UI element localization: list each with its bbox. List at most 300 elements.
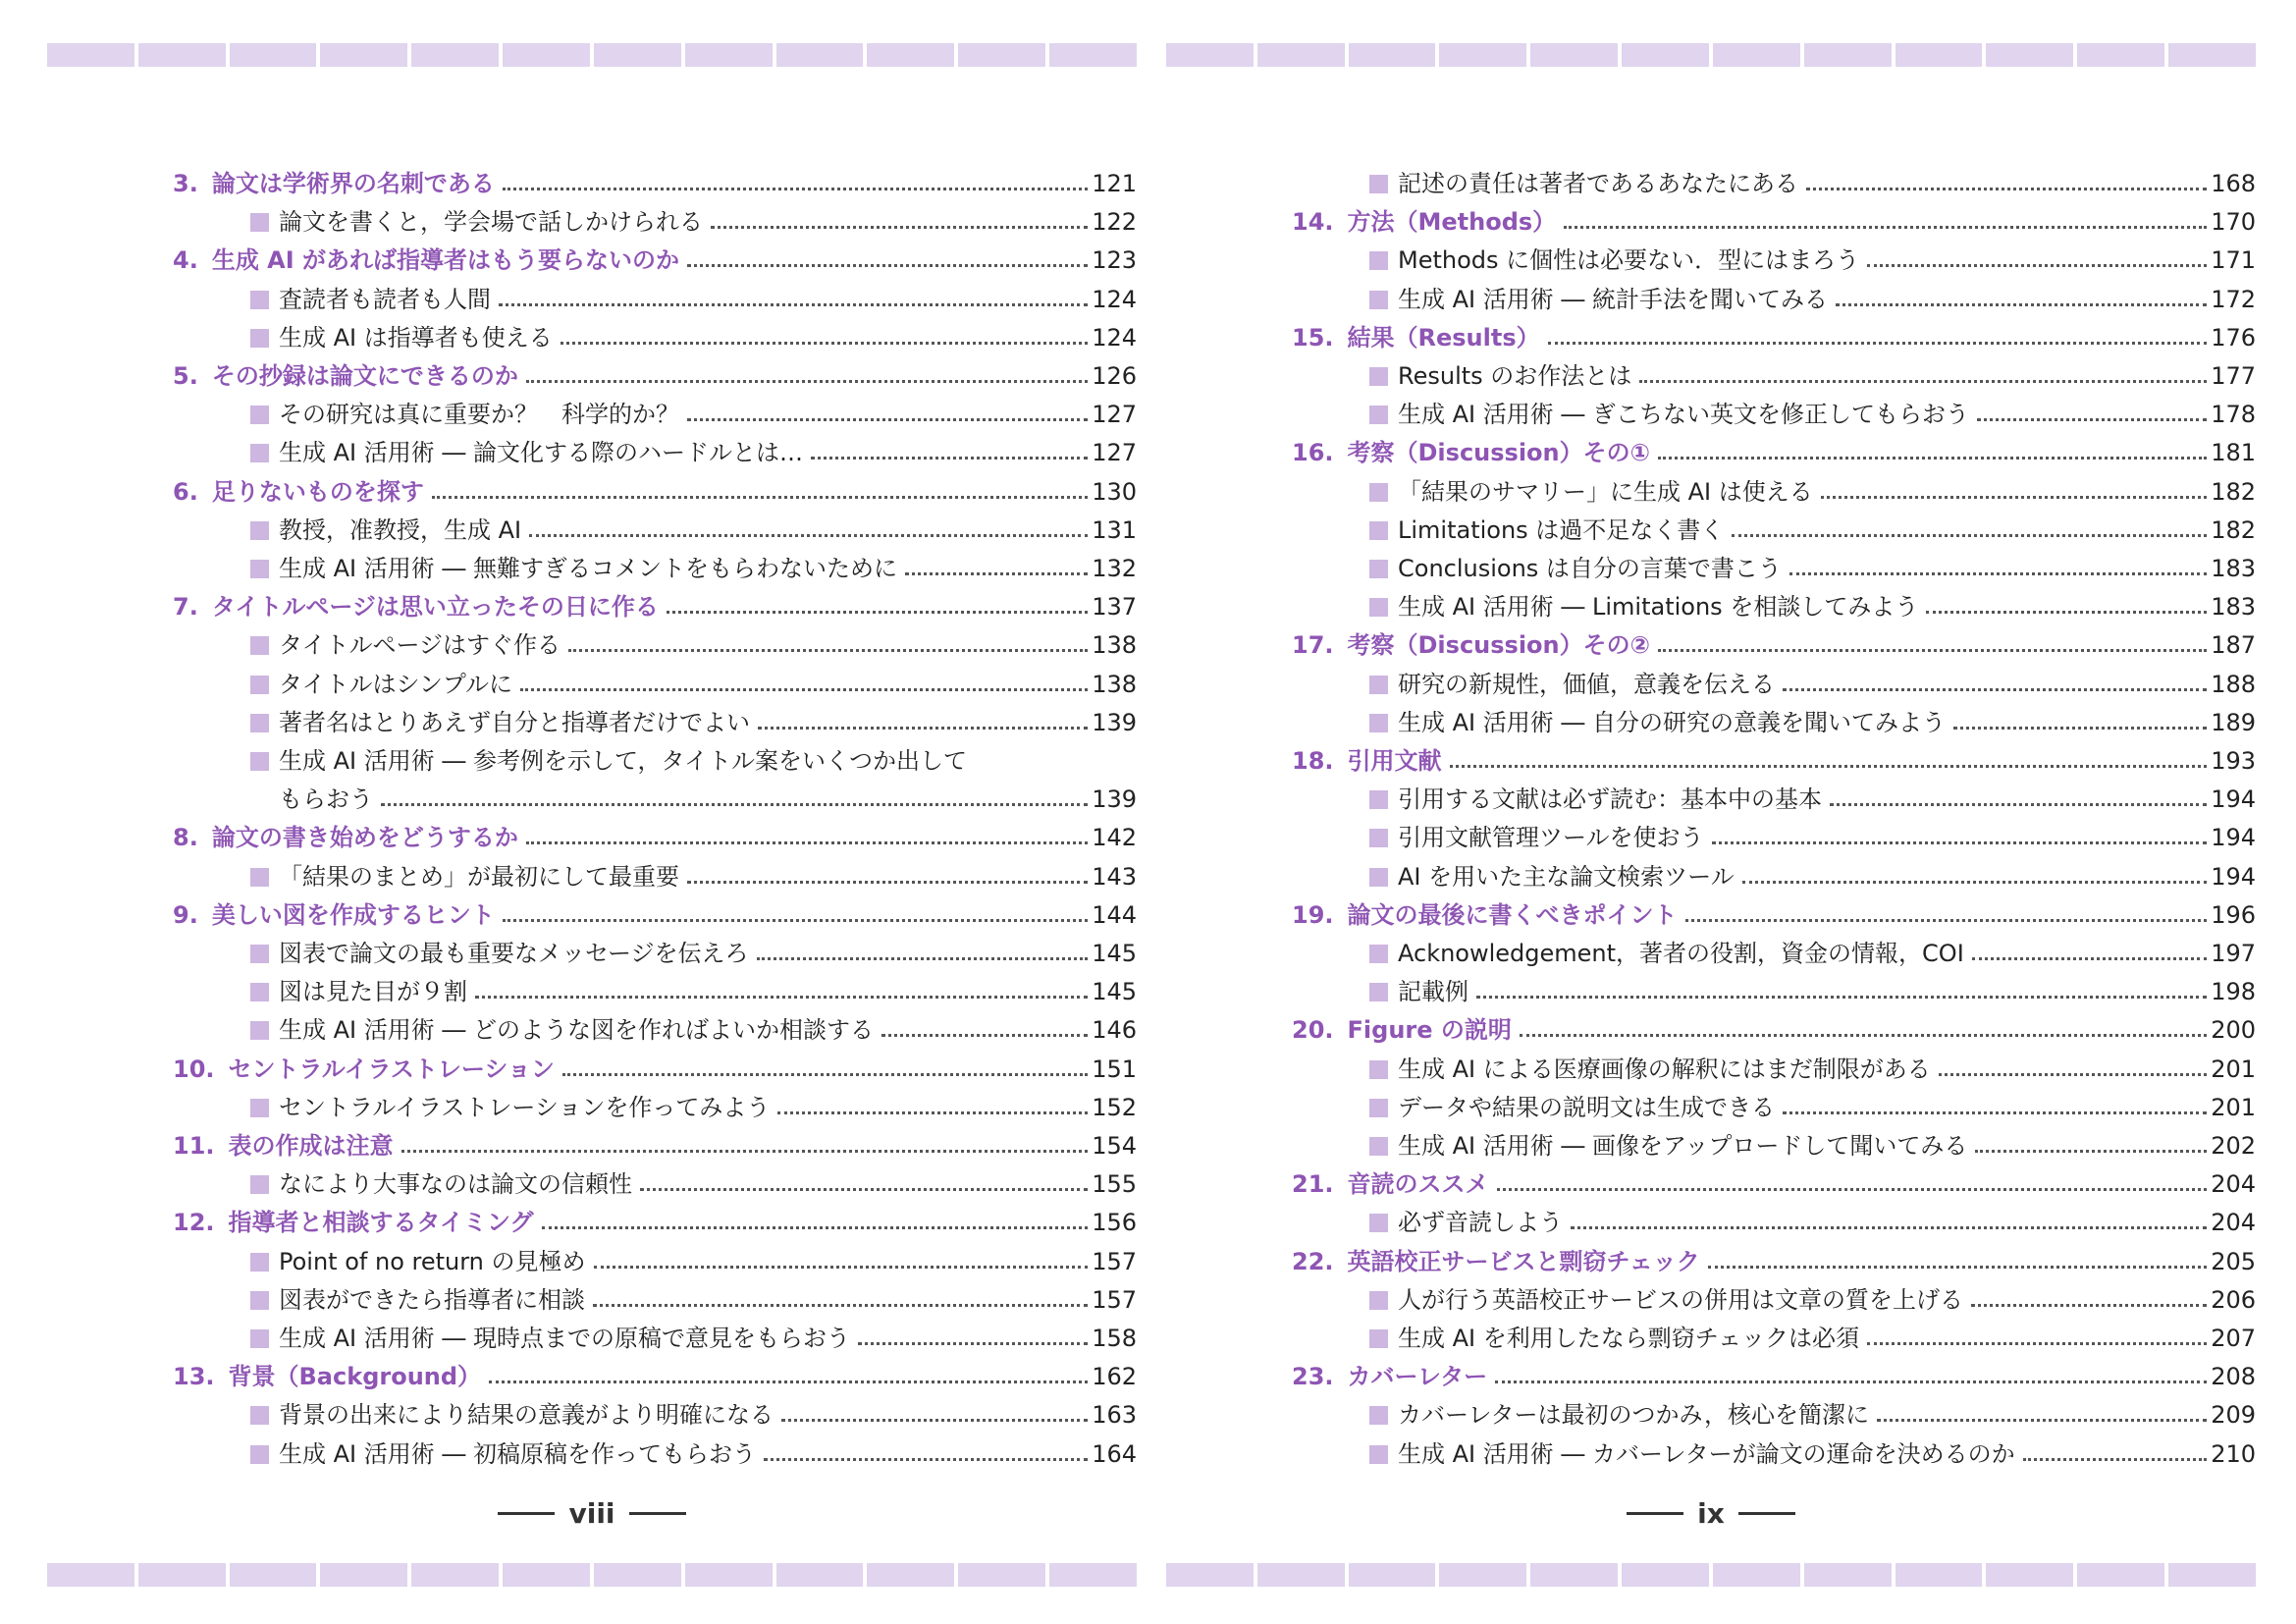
toc-section-entry[interactable] <box>47 550 1137 588</box>
page-number: 197 <box>2211 940 2256 967</box>
page-number: 210 <box>2211 1439 2256 1468</box>
dot-leader <box>1712 839 2208 844</box>
entry-title: 生成 AI 活用術 ― どのような図を作ればよいか相談する <box>279 1016 875 1045</box>
page-number: 204 <box>2211 1170 2256 1199</box>
dot-leader <box>667 609 1088 614</box>
dot-leader <box>1867 1340 2207 1345</box>
entry-title: 引用文献管理ツールを使おう <box>1398 824 1704 852</box>
square-bullet-icon <box>250 868 269 887</box>
entry-title: Acknowledgement，著者の役割，資金の情報，COI <box>1398 940 1964 967</box>
right-page <box>1166 0 2266 1624</box>
entry-title: Conclusions は自分の言葉で書こう <box>1398 555 1782 582</box>
entry-title: 生成 AI 活用術 ― カバーレターが論文の運命を決めるのか <box>1398 1439 2015 1468</box>
chapter-number: 13. <box>173 1363 215 1391</box>
square-bullet-icon <box>250 1329 269 1348</box>
square-bullet-icon <box>1369 1099 1388 1117</box>
square-bullet-icon <box>250 291 269 309</box>
entry-title: 音読のススメ <box>1347 1170 1489 1199</box>
toc-section-entry[interactable] <box>1166 1089 2256 1127</box>
toc-section-entry[interactable] <box>1166 1281 2256 1320</box>
entry-title: 論文の書き始めをどうするか <box>211 824 518 852</box>
chapter-number: 17. <box>1292 631 1334 660</box>
square-bullet-icon <box>1369 560 1388 578</box>
entry-title: セントラルイラストレーションを作ってみよう <box>279 1093 771 1121</box>
toc-section-entry[interactable] <box>1166 242 2256 280</box>
dot-leader <box>1783 686 2207 691</box>
dot-leader <box>858 1340 1088 1345</box>
dot-leader <box>781 1417 1088 1422</box>
chapter-number: 18. <box>1292 747 1334 775</box>
entry-title: カバーレターは最初のつかみ，核心を簡潔に <box>1398 1401 1869 1430</box>
dot-leader <box>1658 455 2207 460</box>
dot-leader <box>905 570 1088 575</box>
dot-leader <box>1821 494 2207 499</box>
entry-title: 生成 AI 活用術 ― 参考例を示して，タイトル案をいくつか出して <box>279 747 968 775</box>
dot-leader <box>1972 955 2207 960</box>
toc-section-entry[interactable] <box>1166 165 2256 203</box>
toc-section-entry[interactable] <box>1166 357 2256 396</box>
page-number: 198 <box>2211 978 2256 1006</box>
chapter-number: 14. <box>1292 208 1334 237</box>
entry-title: 「結果のサマリー」に生成 AI は使える <box>1398 477 1813 506</box>
dot-leader <box>1953 725 2207 730</box>
dot-leader <box>1742 879 2208 884</box>
dot-leader <box>503 917 1088 922</box>
page-number: 209 <box>2211 1401 2256 1430</box>
entry-title: 生成 AI があれば指導者はもう要らないのか <box>211 246 680 275</box>
square-bullet-icon <box>1369 598 1388 617</box>
entry-title: 引用文献 <box>1347 747 1442 775</box>
chapter-number: 22. <box>1292 1247 1334 1275</box>
entry-title: 必ず音読しよう <box>1398 1209 1563 1237</box>
dot-leader <box>1867 262 2207 267</box>
toc-section-entry[interactable] <box>1166 973 2256 1011</box>
square-bullet-icon <box>250 521 269 540</box>
entry-title: Limitations は過不足なく書く <box>1398 515 1725 544</box>
toc-section-entry[interactable] <box>47 626 1137 665</box>
toc-section-entry[interactable] <box>1166 281 2256 319</box>
entry-title: 英語校正サービスと剽窃チェック <box>1347 1247 1700 1275</box>
entry-title: 生成 AI 活用術 ― 自分の研究の意義を聞いてみよう <box>1398 708 1947 736</box>
page-number: 121 <box>1092 170 1137 197</box>
folio-number: ix <box>1697 1497 1725 1530</box>
page-number: 183 <box>2211 593 2256 622</box>
toc-chapter-entry[interactable] <box>1166 1243 2256 1281</box>
page-number: 124 <box>1092 323 1137 352</box>
chapter-number: 7. <box>173 593 198 622</box>
page-number: 156 <box>1092 1209 1137 1237</box>
square-bullet-icon <box>250 714 269 732</box>
dot-leader <box>758 725 1088 730</box>
toc-section-entry[interactable] <box>1166 396 2256 434</box>
page-number: 139 <box>1092 785 1137 814</box>
entry-title: 人が行う英語校正サービスの併用は文章の質を上げる <box>1398 1285 1963 1314</box>
square-bullet-icon <box>250 329 269 348</box>
toc-section-entry[interactable] <box>47 319 1137 357</box>
square-bullet-icon <box>1369 790 1388 809</box>
chapter-number: 10. <box>173 1055 215 1083</box>
chapter-number: 8. <box>173 824 198 852</box>
toc-section-entry[interactable] <box>1166 1396 2256 1435</box>
dot-leader <box>1450 763 2208 768</box>
square-bullet-icon <box>250 1445 269 1464</box>
page-number: 181 <box>2211 439 2256 467</box>
dot-leader <box>777 1110 1088 1114</box>
toc-section-entry[interactable] <box>1166 819 2256 857</box>
toc-section-entry[interactable] <box>1166 858 2256 896</box>
entry-title: Results のお作法とは <box>1398 362 1632 390</box>
top-decorative-band <box>47 43 1137 67</box>
page-number: 183 <box>2211 555 2256 582</box>
toc-section-entry[interactable] <box>1166 704 2256 742</box>
dot-leader <box>1783 1110 2207 1114</box>
page-number: 152 <box>1092 1093 1137 1121</box>
dot-leader <box>1520 1032 2207 1037</box>
dot-leader <box>687 879 1088 884</box>
square-bullet-icon <box>1369 1329 1388 1348</box>
entry-title: Point of no return の見極め <box>279 1247 586 1275</box>
page-number: 143 <box>1092 862 1137 891</box>
page-number: 158 <box>1092 1325 1137 1352</box>
dot-leader <box>881 1032 1088 1037</box>
square-bullet-icon <box>1369 521 1388 540</box>
toc-section-entry[interactable] <box>47 1435 1137 1474</box>
toc-section-entry[interactable] <box>47 396 1137 434</box>
square-bullet-icon <box>250 1406 269 1425</box>
toc-chapter-entry[interactable] <box>47 1051 1137 1089</box>
entry-title: 表の作成は注意 <box>228 1132 394 1160</box>
entry-title: Methods に個性は必要ない．型にはまろう <box>1398 246 1860 275</box>
square-bullet-icon <box>250 1253 269 1272</box>
dot-leader <box>1497 1186 2208 1191</box>
dot-leader <box>503 186 1088 190</box>
toc-section-entry[interactable] <box>47 973 1137 1011</box>
toc-chapter-entry[interactable] <box>47 242 1137 280</box>
page-number: 151 <box>1092 1055 1137 1083</box>
entry-title: 査読者も読者も人間 <box>279 285 491 313</box>
page-number: 122 <box>1092 208 1137 237</box>
chapter-number: 11. <box>173 1132 215 1160</box>
dot-leader <box>811 455 1088 460</box>
dot-leader <box>1830 801 2207 806</box>
page-number: 194 <box>2211 785 2256 814</box>
entry-title: 生成 AI による医療画像の解釈にはまだ制限がある <box>1398 1055 1931 1083</box>
square-bullet-icon <box>1369 983 1388 1001</box>
page-number: 127 <box>1092 401 1137 429</box>
entry-title: 背景の出来により結果の意義がより明確になる <box>279 1401 774 1430</box>
page-number: 193 <box>2211 747 2256 775</box>
page-number: 145 <box>1092 978 1137 1006</box>
page-number: 126 <box>1092 362 1137 390</box>
page-number: 207 <box>2211 1325 2256 1352</box>
toc-section-entry[interactable] <box>47 704 1137 742</box>
entry-title: 図表で論文の最も重要なメッセージを伝えろ <box>279 940 749 967</box>
toc-section-entry[interactable] <box>47 1320 1137 1358</box>
entry-title: タイトルはシンプルに <box>279 670 512 698</box>
toc-section-entry[interactable] <box>1166 1320 2256 1358</box>
toc-chapter-entry[interactable] <box>1166 626 2256 665</box>
page-number: 206 <box>2211 1285 2256 1314</box>
entry-title: 生成 AI 活用術 ― 現時点までの原稿で意見をもらおう <box>279 1325 851 1352</box>
entry-title: 生成 AI 活用術 ― 論文化する際のハードルとは… <box>279 439 804 467</box>
bottom-decorative-band <box>1166 1563 2256 1587</box>
page-number: 196 <box>2211 900 2256 929</box>
dot-leader <box>401 1148 1089 1153</box>
dot-leader <box>526 839 1088 844</box>
dot-leader <box>1975 1148 2207 1153</box>
page-number: 144 <box>1092 900 1137 929</box>
page-number: 164 <box>1092 1439 1137 1468</box>
page-number: 177 <box>2211 362 2256 390</box>
toc-chapter-entry[interactable] <box>47 819 1137 857</box>
entry-title: 図は見た目が９割 <box>279 978 467 1006</box>
toc-section-entry[interactable] <box>1166 512 2256 550</box>
square-bullet-icon <box>250 636 269 655</box>
page-number: 132 <box>1092 555 1137 582</box>
chapter-number: 5. <box>173 362 198 390</box>
dot-leader <box>1977 416 2207 421</box>
dot-leader <box>593 1302 1088 1307</box>
toc-chapter-entry[interactable] <box>1166 1358 2256 1396</box>
page-number: 189 <box>2211 708 2256 736</box>
toc-chapter-entry[interactable] <box>47 1204 1137 1242</box>
page-number: 168 <box>2211 170 2256 197</box>
page-number: 157 <box>1092 1285 1137 1314</box>
page-number: 178 <box>2211 401 2256 429</box>
dot-leader <box>499 301 1088 306</box>
dot-leader <box>594 1264 1089 1269</box>
page-number: 157 <box>1092 1247 1137 1275</box>
toc-chapter-entry[interactable] <box>1166 203 2256 242</box>
dot-leader <box>1806 186 2207 190</box>
entry-title: 著者名はとりあえず自分と指導者だけでよい <box>279 708 750 736</box>
toc-section-entry[interactable] <box>47 1011 1137 1050</box>
page-number: 201 <box>2211 1093 2256 1121</box>
square-bullet-icon <box>1369 175 1388 193</box>
entry-title: タイトルページは思い立ったその日に作る <box>211 593 659 622</box>
entry-title: タイトルページはすぐ作る <box>279 631 561 660</box>
square-bullet-icon <box>1369 1137 1388 1156</box>
chapter-number: 23. <box>1292 1363 1334 1391</box>
toc-section-entry[interactable] <box>1166 1204 2256 1242</box>
page-number: 146 <box>1092 1016 1137 1045</box>
entry-title: 教授，准教授，生成 AI <box>279 515 522 544</box>
toc-section-entry[interactable] <box>1166 1051 2256 1089</box>
toc-section-entry[interactable] <box>47 1165 1137 1204</box>
chapter-number: 19. <box>1292 900 1334 929</box>
entry-title: もらおう <box>279 785 373 814</box>
entry-title: 生成 AI 活用術 ― Limitations を相談してみよう <box>1398 593 1919 622</box>
page-number: 194 <box>2211 824 2256 852</box>
dot-leader <box>1789 570 2207 575</box>
square-bullet-icon <box>1369 1291 1388 1310</box>
entry-title: 生成 AI 活用術 ― 無難すぎるコメントをもらわないために <box>279 555 898 582</box>
dot-leader <box>1571 1224 2207 1229</box>
dot-leader <box>520 686 1088 691</box>
dot-leader <box>526 378 1088 383</box>
toc-section-entry[interactable] <box>47 281 1137 319</box>
dot-leader <box>1658 647 2207 652</box>
dot-leader <box>568 647 1088 652</box>
entry-title: 「結果のまとめ」が最初にして最重要 <box>279 862 679 891</box>
square-bullet-icon <box>250 1099 269 1117</box>
square-bullet-icon <box>1369 1214 1388 1232</box>
entry-title: データや結果の説明文は生成できる <box>1398 1093 1775 1121</box>
toc-section-entry[interactable] <box>47 1396 1137 1435</box>
page-number: 145 <box>1092 940 1137 967</box>
square-bullet-icon <box>1369 676 1388 694</box>
page-number: 130 <box>1092 477 1137 506</box>
entry-title: AI を用いた主な論文検索ツール <box>1398 862 1735 891</box>
toc-chapter-entry[interactable] <box>1166 319 2256 357</box>
square-bullet-icon <box>1369 367 1388 386</box>
dot-leader <box>1564 224 2207 229</box>
dot-leader <box>1708 1264 2207 1269</box>
entry-title: 生成 AI は指導者も使える <box>279 323 553 352</box>
dot-leader <box>1971 1302 2207 1307</box>
dot-leader <box>381 801 1088 806</box>
toc-chapter-entry[interactable] <box>1166 896 2256 935</box>
toc-section-entry[interactable] <box>47 1243 1137 1281</box>
page-number: 204 <box>2211 1209 2256 1237</box>
entry-title: 背景（Background） <box>228 1363 482 1391</box>
page-number: 171 <box>2211 246 2256 275</box>
dot-leader <box>1548 340 2208 345</box>
page-number: 138 <box>1092 670 1137 698</box>
dot-leader <box>489 1379 1088 1383</box>
toc-section-entry[interactable] <box>47 781 1137 819</box>
entry-title: なにより大事なのは論文の信頼性 <box>279 1170 632 1199</box>
toc-chapter-entry[interactable] <box>47 357 1137 396</box>
toc-chapter-entry[interactable] <box>1166 742 2256 781</box>
toc-section-entry[interactable] <box>47 434 1137 472</box>
entry-title: 指導者と相談するタイミング <box>228 1209 534 1237</box>
page-number: 187 <box>2211 631 2256 660</box>
chapter-number: 15. <box>1292 323 1334 352</box>
toc-section-entry[interactable] <box>1166 1127 2256 1165</box>
page-number: 139 <box>1092 708 1137 736</box>
toc-section-entry[interactable] <box>1166 666 2256 704</box>
dot-leader <box>1939 1071 2207 1076</box>
toc-section-entry[interactable] <box>47 666 1137 704</box>
page-number: 155 <box>1092 1170 1137 1199</box>
toc-chapter-entry[interactable] <box>47 165 1137 203</box>
bottom-decorative-band <box>47 1563 1137 1587</box>
entry-title: 記載例 <box>1398 978 1468 1006</box>
square-bullet-icon <box>250 444 269 462</box>
dot-leader <box>1926 609 2207 614</box>
toc-chapter-entry[interactable] <box>47 473 1137 512</box>
toc-chapter-entry[interactable] <box>47 1358 1137 1396</box>
page-number: 127 <box>1092 439 1137 467</box>
chapter-number: 16. <box>1292 439 1334 467</box>
top-decorative-band <box>1166 43 2256 67</box>
toc-chapter-entry[interactable] <box>47 1127 1137 1165</box>
chapter-number: 12. <box>173 1209 215 1237</box>
square-bullet-icon <box>250 213 269 232</box>
square-bullet-icon <box>250 945 269 963</box>
square-bullet-icon <box>1369 1060 1388 1079</box>
toc-section-entry[interactable] <box>47 1281 1137 1320</box>
toc-section-entry[interactable] <box>47 935 1137 973</box>
dot-leader <box>562 1071 1088 1076</box>
square-bullet-icon <box>1369 945 1388 963</box>
dot-leader <box>561 340 1088 345</box>
entry-title: 生成 AI 活用術 ― ぎこちない英文を修正してもらおう <box>1398 401 1970 429</box>
square-bullet-icon <box>1369 868 1388 887</box>
page-number: 176 <box>2211 323 2256 352</box>
toc-section-entry[interactable] <box>1166 1435 2256 1474</box>
dot-leader <box>1685 917 2208 922</box>
toc-section-entry[interactable] <box>47 203 1137 242</box>
page-number: 162 <box>1092 1363 1137 1391</box>
square-bullet-icon <box>1369 1445 1388 1464</box>
dot-leader <box>1476 994 2207 999</box>
toc-section-entry[interactable] <box>47 1089 1137 1127</box>
square-bullet-icon <box>1369 1406 1388 1425</box>
toc-section-entry[interactable] <box>1166 588 2256 626</box>
square-bullet-icon <box>1369 483 1388 502</box>
toc-section-entry[interactable] <box>1166 473 2256 512</box>
toc-section-entry[interactable] <box>47 742 1137 781</box>
entry-title: 論文の最後に書くべきポイント <box>1347 900 1678 929</box>
toc-chapter-entry[interactable] <box>47 896 1137 935</box>
toc-section-entry[interactable] <box>47 858 1137 896</box>
dot-leader <box>1639 378 2207 383</box>
entry-title: 図表ができたら指導者に相談 <box>279 1285 585 1314</box>
entry-title: 方法（Methods） <box>1347 208 1557 237</box>
chapter-number: 3. <box>173 170 198 197</box>
toc-chapter-entry[interactable] <box>47 588 1137 626</box>
entry-title: 研究の新規性，価値，意義を伝える <box>1398 670 1775 698</box>
dot-leader <box>1732 532 2207 537</box>
square-bullet-icon <box>1369 406 1388 424</box>
page-number: 154 <box>1092 1132 1137 1160</box>
dot-leader <box>687 262 1088 267</box>
entry-title: 記述の責任は著者であるあなたにある <box>1398 170 1798 197</box>
dot-leader <box>640 1186 1088 1191</box>
toc-chapter-entry[interactable] <box>1166 1011 2256 1050</box>
toc-section-entry[interactable] <box>1166 550 2256 588</box>
entry-title: 論文を書くと，学会場で話しかけられる <box>279 208 703 237</box>
dot-leader <box>1877 1417 2207 1422</box>
entry-title: 生成 AI 活用術 ― 初稿原稿を作ってもらおう <box>279 1439 757 1468</box>
page-number: 208 <box>2211 1363 2256 1391</box>
toc-section-entry[interactable] <box>1166 935 2256 973</box>
dot-leader <box>757 955 1089 960</box>
toc-chapter-entry[interactable] <box>1166 434 2256 472</box>
page-number: 138 <box>1092 631 1137 660</box>
page-number: 170 <box>2211 208 2256 237</box>
toc-section-entry[interactable] <box>1166 781 2256 819</box>
left-page <box>47 0 1147 1624</box>
toc-section-entry[interactable] <box>47 512 1137 550</box>
dot-leader <box>529 532 1088 537</box>
dot-leader <box>2023 1456 2208 1461</box>
entry-title: その研究は真に重要か？ 科学的か？ <box>279 401 679 429</box>
page-number: 182 <box>2211 477 2256 506</box>
dot-leader <box>1836 301 2207 306</box>
entry-title: 引用する文献は必ず読む：基本中の基本 <box>1398 785 1822 814</box>
entry-title: 考察（Discussion）その② <box>1347 631 1650 660</box>
page-number: 188 <box>2211 670 2256 698</box>
toc-chapter-entry[interactable] <box>1166 1165 2256 1204</box>
dot-leader <box>542 1224 1089 1229</box>
entry-title: セントラルイラストレーション <box>228 1055 555 1083</box>
dot-leader <box>711 224 1088 229</box>
page-number: 194 <box>2211 862 2256 891</box>
page-number: 137 <box>1092 593 1137 622</box>
